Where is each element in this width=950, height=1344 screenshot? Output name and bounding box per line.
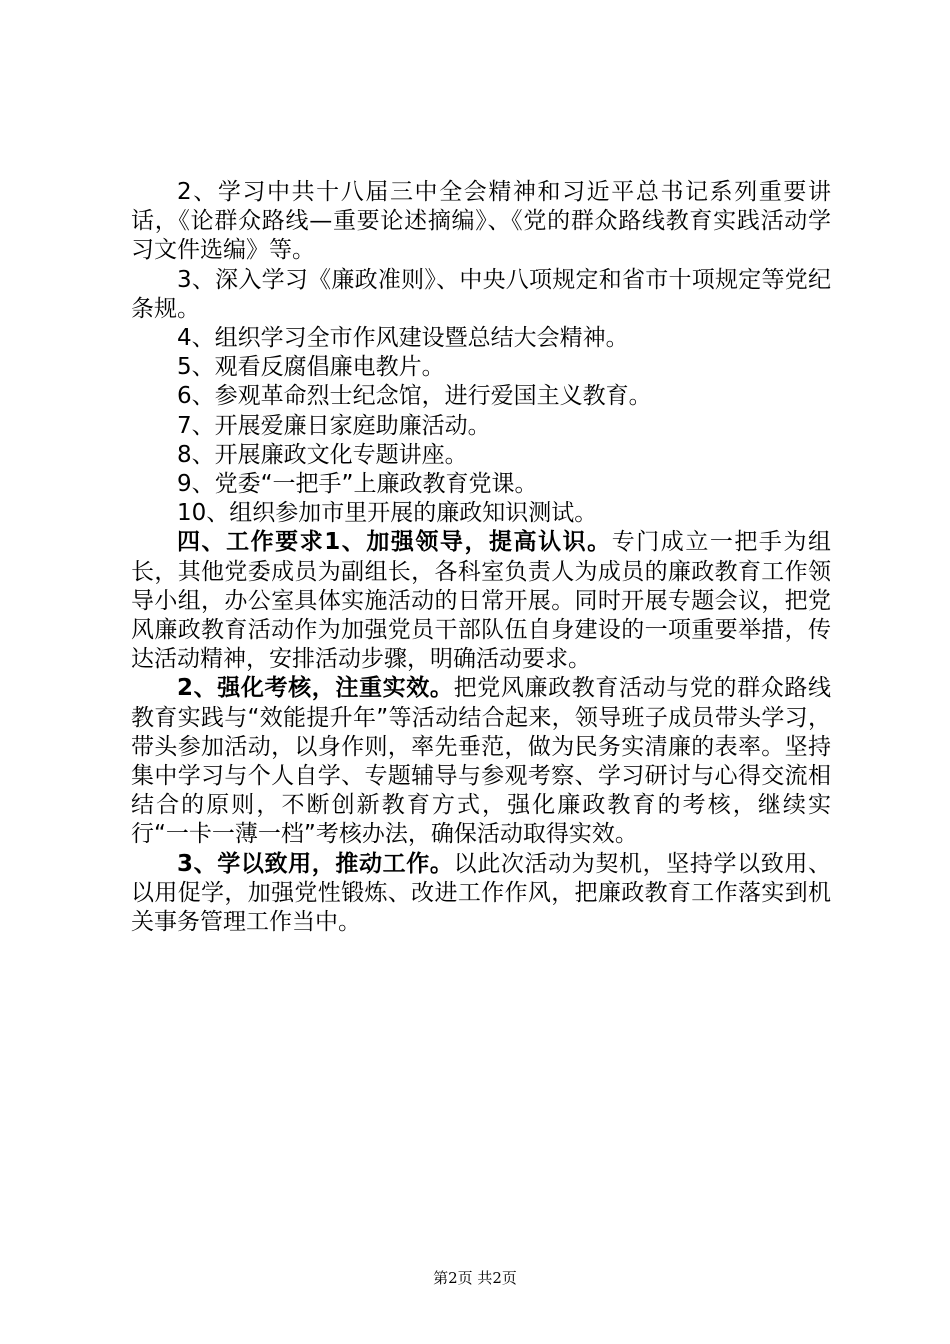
requirement-3-title: 3、学以致用，推动工作。 — [177, 850, 454, 877]
list-item: 6、参观革命烈士纪念馆，进行爱国主义教育。 — [177, 383, 652, 410]
list-item: 4、组织学习全市作风建设暨总结大会精神。 — [177, 325, 629, 352]
requirement-2-body: 把党风廉政教育活动与党的群众路线教育实践与“效能提升年”等活动结合起来，领导班子成员带头学习，带头参加活动，以身作则，率先垂范，做为民务实清廉的表率。坚持集中学习与个人自学、专题辅导与参观考察、学习研讨与心得交流相结合的原则，不断创新教育方式，强化廉政教育的考核，继续实行“一卡一薄一档”考核办法，确保活动取得实效。 — [131, 675, 831, 848]
list-item: 3、深入学习《廉政准则》、中央八项规定和省市十项规定等党纪条规。 — [131, 266, 831, 322]
requirement-1-body: 专门成立一把手为组长，其他党委成员为副组长，各科室负责人为成员的廉政教育工作领导小组，办公室具体实施活动的日常开展。同时开展专题会议，把党风廉政教育活动作为加强党员干部队伍自身建设的一项重要举措，传达活动精神，安排活动步骤，明确活动要求。 — [131, 529, 832, 673]
list-item: 7、开展爱廉日家庭助廉活动。 — [177, 412, 491, 439]
requirement-1-title: 1、加强领导，提高认识。 — [324, 529, 612, 556]
document-body — [131, 178, 831, 937]
requirement-3-body: 以此次活动为契机，坚持学以致用、以用促学，加强党性锻炼、改进工作作风，把廉政教育工作落实到机关事务管理工作当中。 — [131, 850, 831, 936]
requirement-2-paragraph — [131, 674, 831, 849]
list-item: 10、组织参加市里开展的廉政知识测试。 — [177, 500, 598, 527]
requirement-1-paragraph — [131, 528, 831, 674]
requirement-3-paragraph — [131, 850, 831, 938]
requirement-2-title: 2、强化考核，注重实效。 — [177, 675, 454, 702]
list-item: 8、开展廉政文化专题讲座。 — [177, 441, 468, 468]
list-item: 9、党委“一把手”上廉政教育党课。 — [177, 471, 538, 498]
section-heading: 四、工作要求 — [177, 529, 325, 556]
list-item: 2、学习中共十八届三中全会精神和习近平总书记系列重要讲话，《论群众路线—重要论述摘编》、《党的群众路线教育实践活动学习文件选编》等。 — [131, 179, 831, 264]
list-item: 5、观看反腐倡廉电教片。 — [177, 354, 445, 381]
page-number: 第2页 共2页 — [433, 1269, 517, 1287]
